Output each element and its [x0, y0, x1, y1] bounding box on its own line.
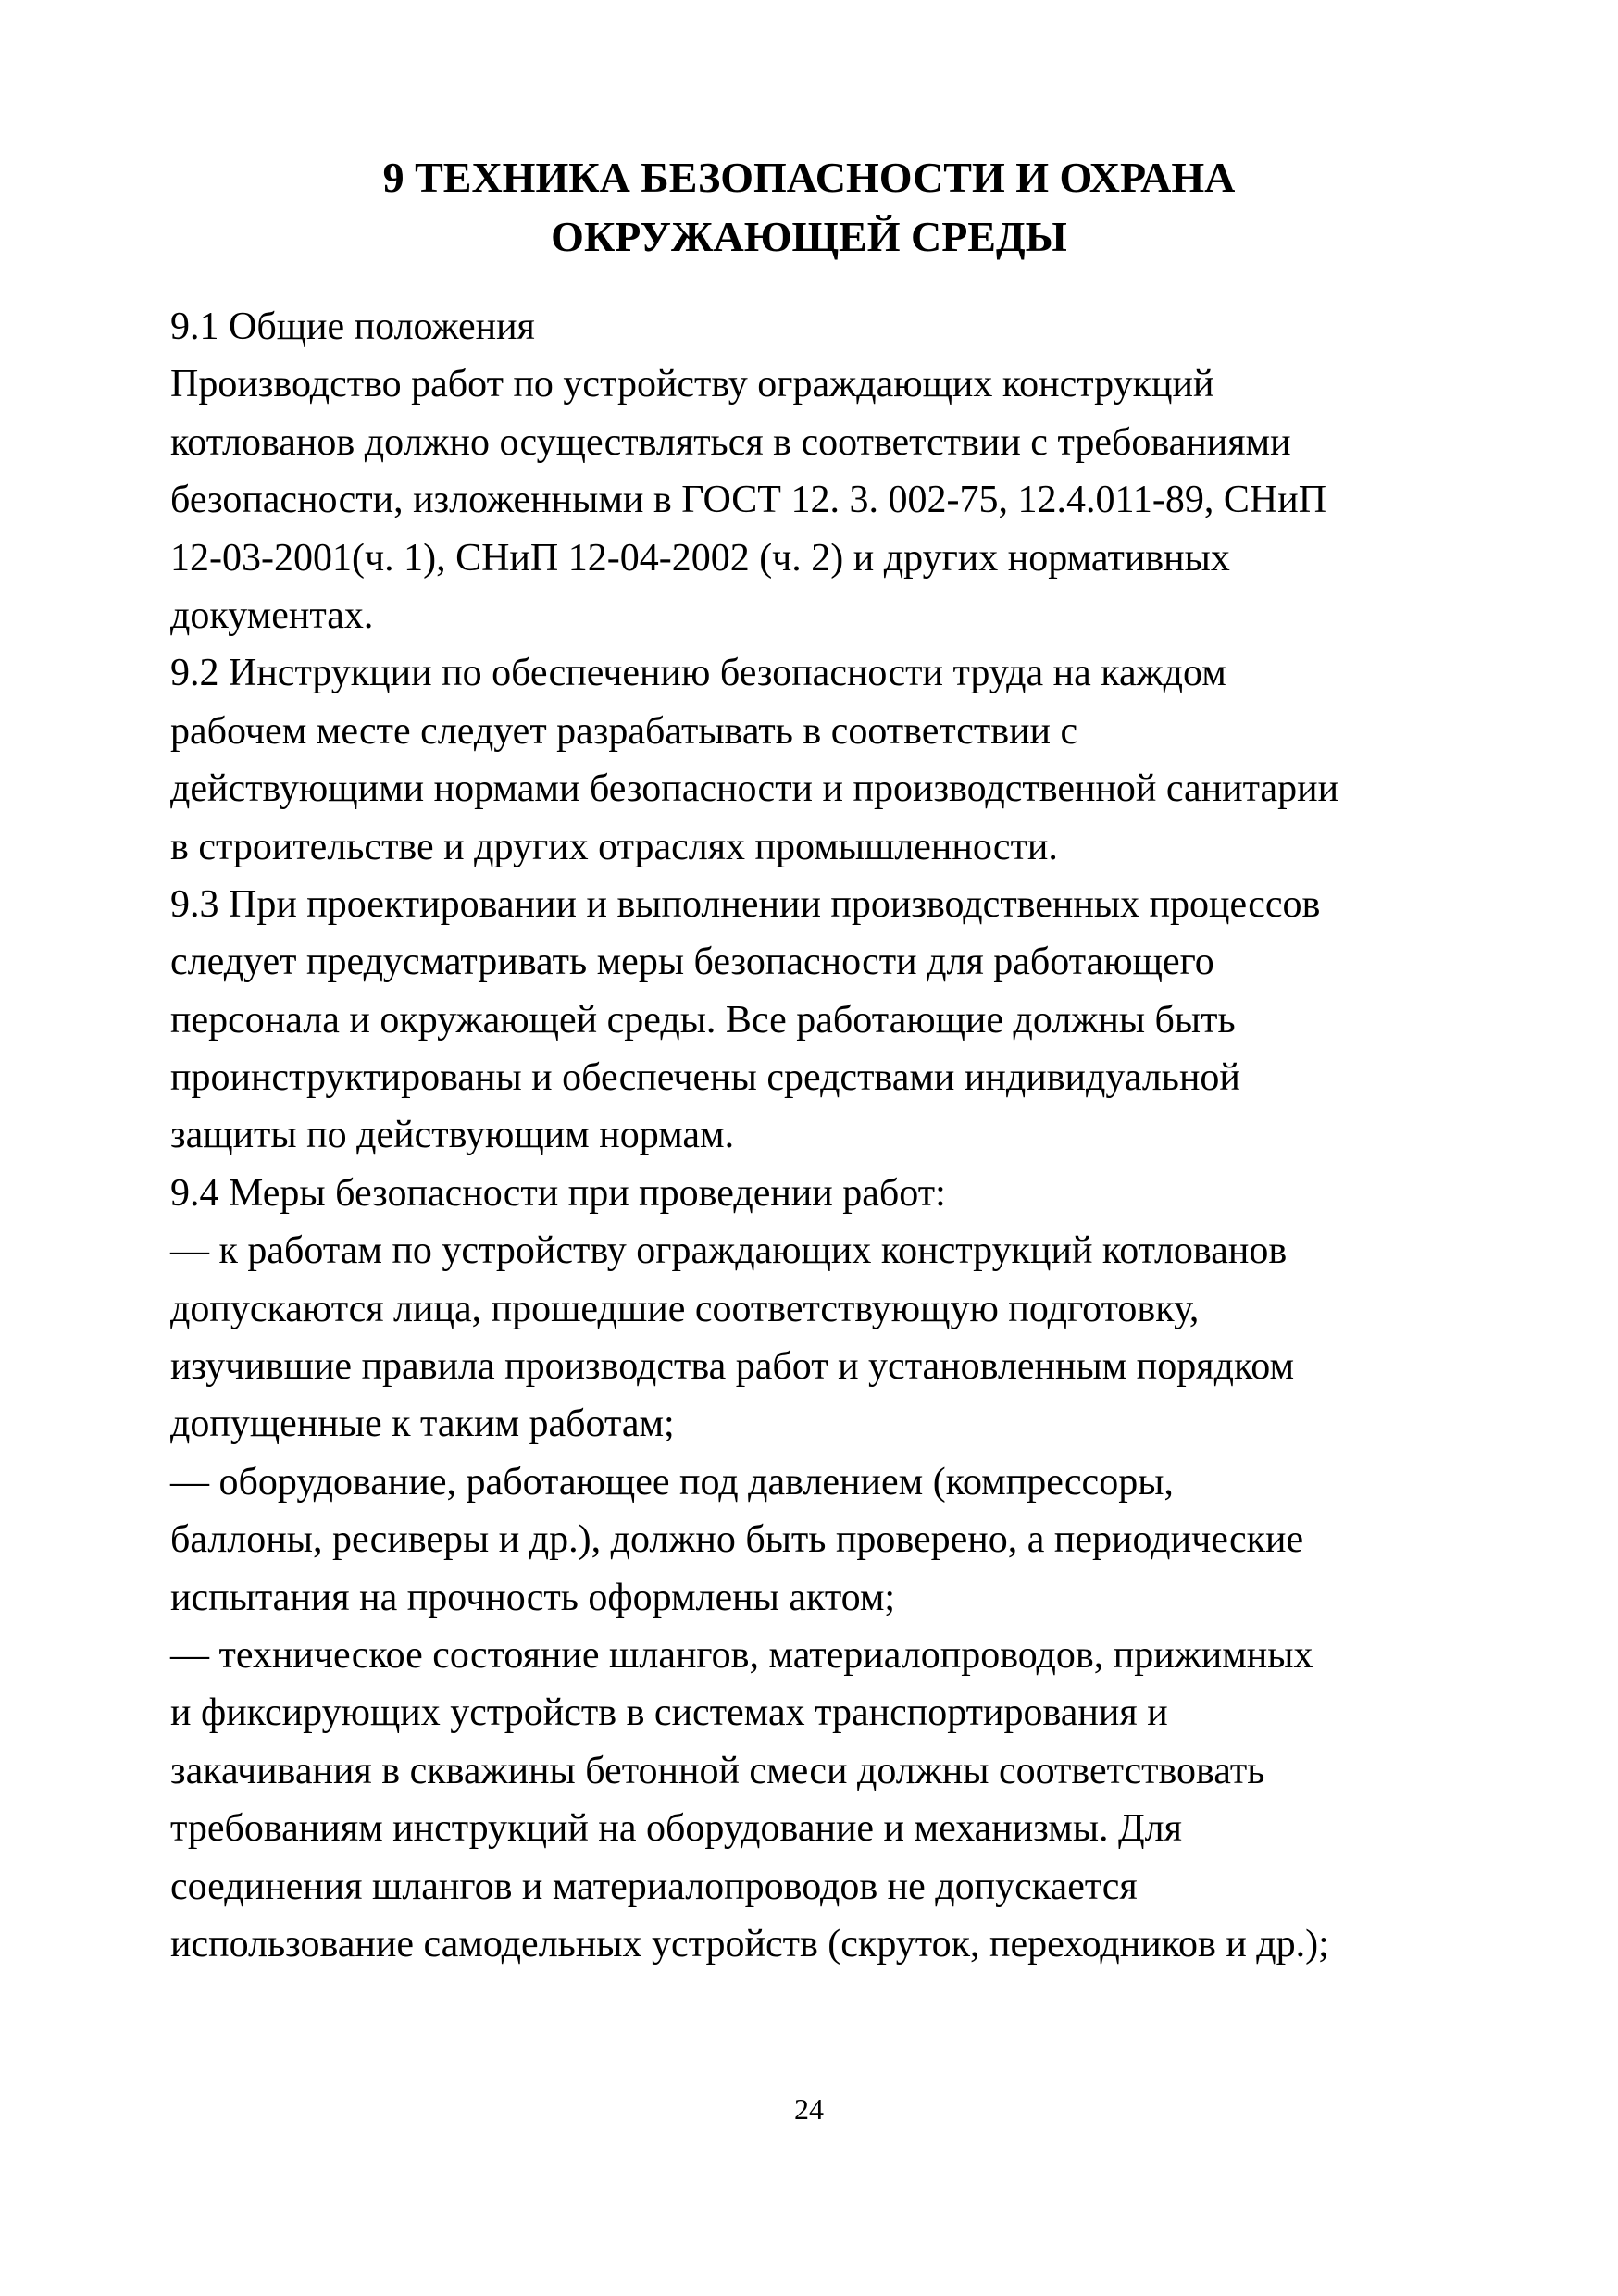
body-text	[170, 298, 1485, 1973]
body-line: документах.	[170, 593, 374, 637]
body-line: котлованов должно осуществляться в соответствии с требованиями	[170, 420, 1291, 464]
body-line: безопасности, изложенными в ГОСТ 12. 3. 002-75, 12.4.011-89, СНиП	[170, 479, 1327, 522]
body-line: изучившие правила производства работ и установленным порядком	[170, 1345, 1295, 1389]
body-line: действующими нормами безопасности и производственной санитарии	[170, 767, 1339, 811]
body-line: в строительстве и других отраслях промышленности.	[170, 825, 1058, 868]
body-line: и фиксирующих устройств в системах транспортирования и	[170, 1691, 1168, 1735]
list-item-line: — оборудование, работающее под давлением (компрессоры,	[170, 1460, 1174, 1504]
body-line: следует предусматривать меры безопасности для работающего	[170, 941, 1214, 984]
body-line: испытания на прочность оформлены актом;	[170, 1576, 896, 1619]
paragraph-9-4-start: 9.4 Меры безопасности при проведении работ:	[170, 1171, 946, 1215]
body-line: защиты по действующим нормам.	[170, 1114, 735, 1157]
body-line: Производство работ по устройству ограждающих конструкций	[170, 363, 1214, 406]
body-line: персонала и окружающей среды. Все работающие должны быть	[170, 998, 1236, 1042]
body-line: 12-03-2001(ч. 1), СНиП 12-04-2002 (ч. 2) и других нормативных	[170, 536, 1230, 580]
body-line: баллоны, ресиверы и др.), должно быть проверено, а периодические	[170, 1518, 1304, 1562]
section-title-line-1: 9 ТЕХНИКА БЕЗОПАСНОСТИ И ОХРАНА	[382, 154, 1236, 201]
body-line: допускаются лица, прошедшие соответствующую подготовку,	[170, 1287, 1200, 1330]
body-line: закачивания в скважины бетонной смеси должны соответствовать	[170, 1749, 1265, 1792]
paragraph-9-2-start: 9.2 Инструкции по обеспечению безопасности труда на каждом	[170, 652, 1226, 695]
subsection-heading-9-1: 9.1 Общие положения	[170, 306, 535, 348]
section-title-line-2: ОКРУЖАЮЩЕЙ СРЕДЫ	[551, 213, 1067, 260]
page-number: 24	[794, 2092, 824, 2126]
body-line: соединения шлангов и материалопроводов не допускается	[170, 1865, 1138, 1908]
paragraph-9-3-start: 9.3 При проектировании и выполнении производственных процессов	[170, 882, 1321, 926]
list-item-line: — техническое состояние шлангов, материалопроводов, прижимных	[170, 1633, 1313, 1677]
list-item-line: — к работам по устройству ограждающих конструкций котлованов	[170, 1229, 1288, 1273]
body-line: допущенные к таким работам;	[170, 1403, 675, 1446]
body-line: требованиям инструкций на оборудование и механизмы. Для	[170, 1807, 1182, 1851]
body-line: рабочем месте следует разрабатывать в соответствии с	[170, 709, 1078, 753]
body-line: проинструктированы и обеспечены средствами индивидуальной	[170, 1056, 1240, 1100]
section-title	[0, 148, 1618, 267]
body-line: использование самодельных устройств (скруток, переходников и др.);	[170, 1922, 1329, 1965]
